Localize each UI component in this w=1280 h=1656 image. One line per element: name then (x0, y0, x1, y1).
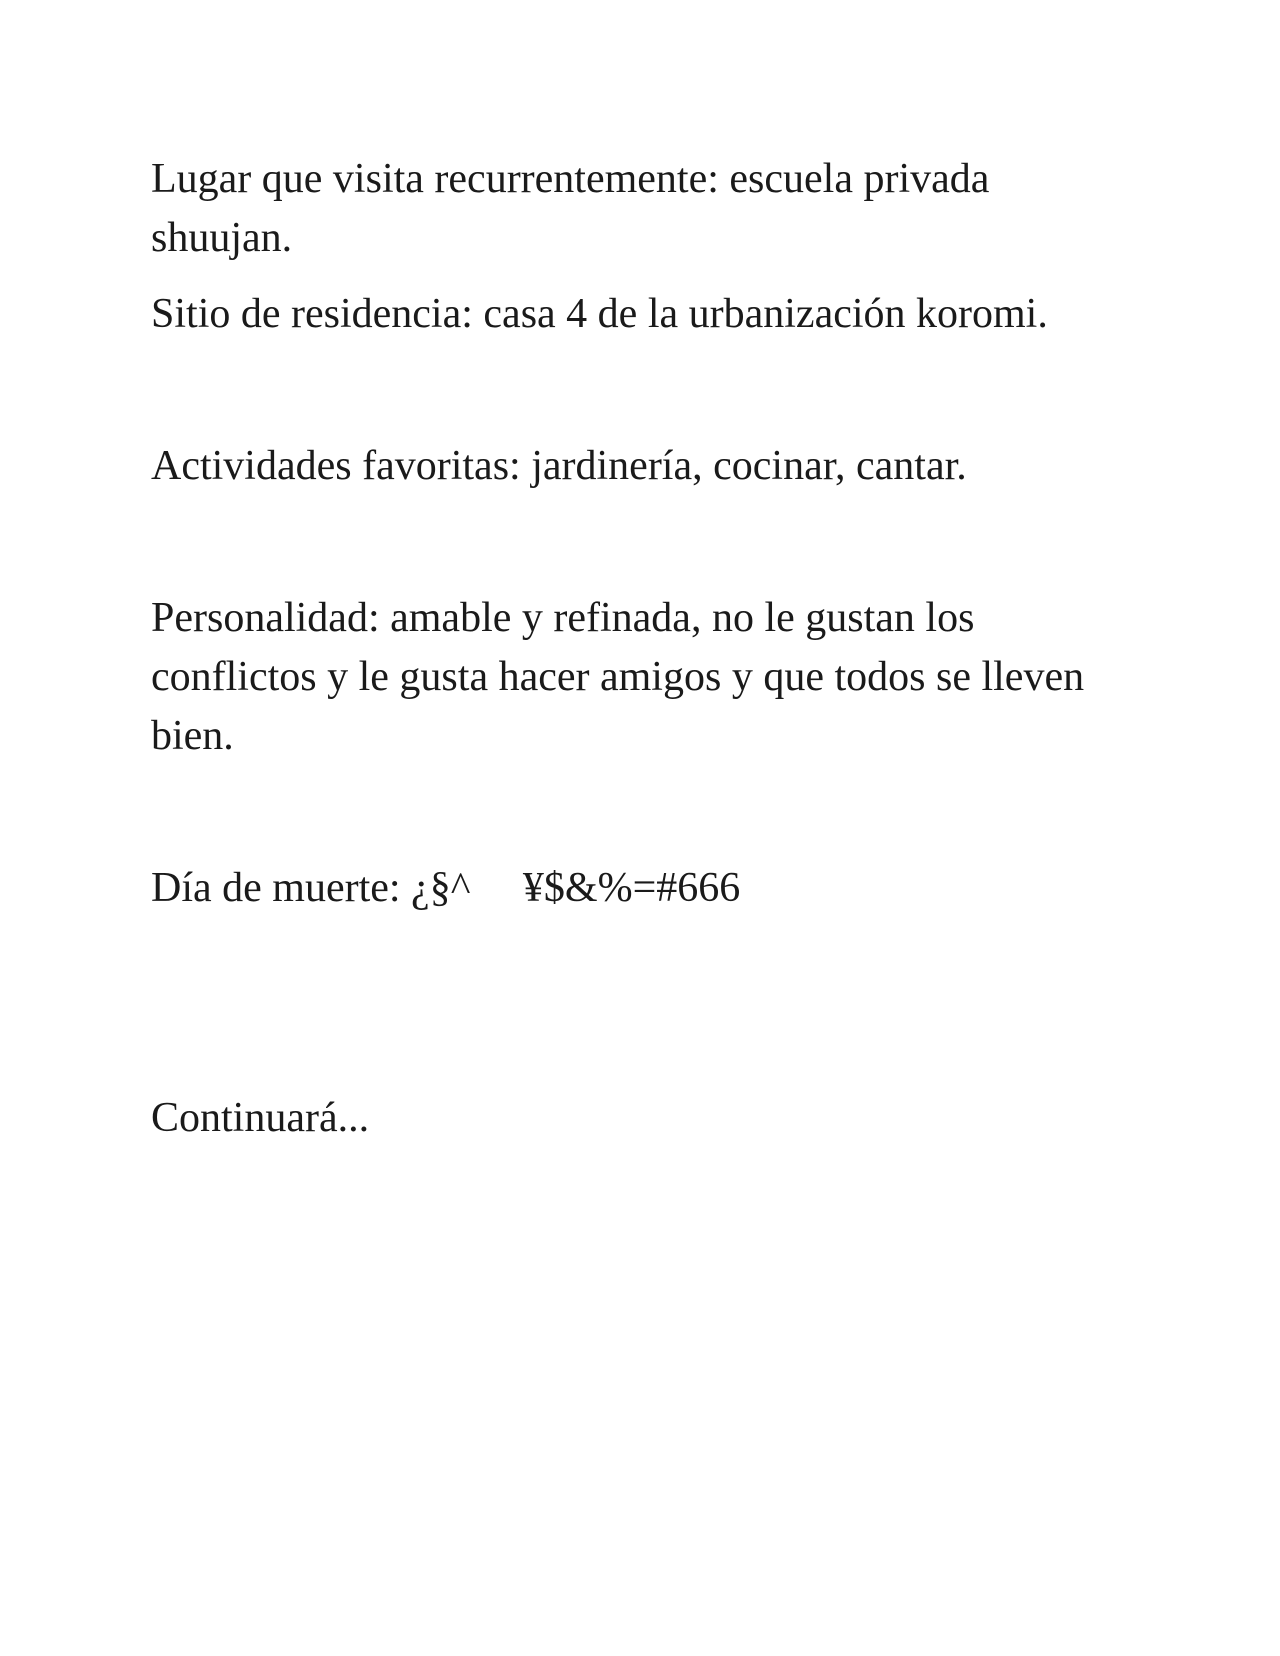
actividades-line: Actividades favoritas: jardinería, cocinar, cantar. (151, 443, 967, 489)
continuara-line: Continuará... (151, 1095, 370, 1141)
personalidad-line: Personalidad: amable y refinada, no le gustan los conflictos y le gusta hacer amigos y que todos se lleven bien. (151, 595, 1095, 759)
lugar-line: Lugar que visita recurrentemente: escuela privada shuujan. (151, 156, 1000, 261)
residencia-line: Sitio de residencia: casa 4 de la urbanización koromi. (151, 291, 1048, 337)
muerte-line: Día de muerte: ¿§^ ¥$&%=#666 (151, 865, 741, 911)
